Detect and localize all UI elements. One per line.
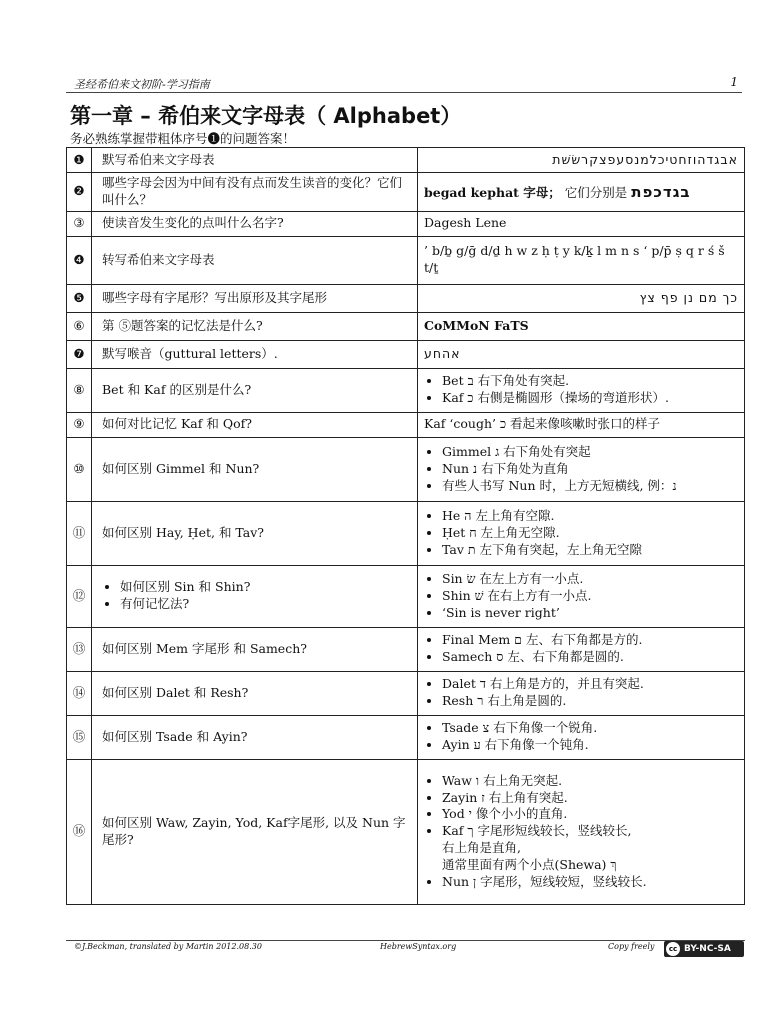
header-title: 圣经希伯来文初阶-学习指南 bbox=[74, 78, 210, 91]
list-item: • Shin שׁ 在右上方有一小点. bbox=[442, 588, 738, 605]
list-item: • Kaf ך 字尾形短线较长，竖线较长, bbox=[442, 823, 738, 840]
list-item: • Zayin ז 右上角有突起. bbox=[442, 790, 738, 807]
continuation-line: 通常里面有两个小点(Shewa) ךְ bbox=[442, 857, 617, 873]
qa-table bbox=[66, 147, 745, 905]
answer-hebrew: בגדכפת bbox=[631, 182, 691, 201]
table-row bbox=[67, 671, 745, 715]
list-item: • 有些人书写 Nun 时，上方无短横线, 例：נ bbox=[442, 478, 738, 495]
table-row bbox=[67, 236, 745, 284]
row-number: ⑭ bbox=[67, 671, 92, 715]
answer bbox=[418, 368, 745, 412]
table-row bbox=[67, 340, 745, 368]
answer-line: t/ṯ bbox=[424, 260, 439, 276]
cc-license-badge bbox=[664, 941, 744, 957]
footer-rule bbox=[66, 940, 745, 941]
row-number: ⑪ bbox=[67, 501, 92, 565]
answer-line: ’ b/ḇ g/ḡ d/ḏ h w z ḥ ṭ y k/ḵ l m n s ‘ p/p̄ ṣ q r ś š bbox=[424, 243, 725, 259]
row-number: ❷ bbox=[67, 173, 92, 212]
footer-copyright: ©J.Beckman, translated by Martin 2012.08.30 bbox=[74, 942, 262, 951]
table-row bbox=[67, 148, 745, 173]
list-item: • Bet ב 右下角处有突起. bbox=[442, 373, 738, 390]
answer bbox=[418, 565, 745, 627]
question: 如何区别 Tsade 和 Ayin? bbox=[92, 715, 418, 759]
list-item: • Final Mem ם 左、右下角都是方的. bbox=[442, 632, 738, 649]
list-item: • Resh ר 右上角是圆的. bbox=[442, 693, 738, 710]
list-item: • 有何记忆法? bbox=[120, 596, 411, 613]
answer bbox=[418, 627, 745, 671]
list-item: • Ḥet ח 左上角无空隙. bbox=[442, 525, 738, 542]
answer bbox=[418, 437, 745, 501]
question: 如何区别 Hay, Ḥet, 和 Tav? bbox=[92, 501, 418, 565]
answer bbox=[418, 715, 745, 759]
question: 如何区别 Waw, Zayin, Yod, Kaf字尾形, 以及 Nun 字尾形? bbox=[92, 759, 418, 904]
table-row bbox=[67, 368, 745, 412]
table-row bbox=[67, 211, 745, 236]
answer-text: 它们分别是 bbox=[564, 184, 628, 200]
answer bbox=[418, 236, 745, 284]
answer: כך מם נן פף צץ bbox=[418, 284, 745, 312]
row-number: ❶ bbox=[67, 148, 92, 173]
list-item: • Tav ת 左下角有突起，左上角无空隙 bbox=[442, 542, 738, 559]
row-number: ⑮ bbox=[67, 715, 92, 759]
question: 默写希伯来文字母表 bbox=[92, 148, 418, 173]
list-item: • Dalet ד 右上角是方的，并且有突起. bbox=[442, 676, 738, 693]
row-number: ⑧ bbox=[67, 368, 92, 412]
row-number: ⑥ bbox=[67, 312, 92, 340]
answer: Dagesh Lene bbox=[418, 211, 745, 236]
table-row bbox=[67, 412, 745, 437]
list-item: • Ayin ע 右下角像一个钝角. bbox=[442, 737, 738, 754]
list-item: • Samech ס 左、右下角都是圆的. bbox=[442, 649, 738, 666]
row-number: ⑩ bbox=[67, 437, 92, 501]
table-row bbox=[67, 437, 745, 501]
row-number: ⑯ bbox=[67, 759, 92, 904]
cc-icon: cc bbox=[666, 942, 680, 956]
row-number: ❼ bbox=[67, 340, 92, 368]
question: 如何区别 Dalet 和 Resh? bbox=[92, 671, 418, 715]
question bbox=[92, 565, 418, 627]
list-item: • He ה 左上角有空隙. bbox=[442, 508, 738, 525]
row-number: ❺ bbox=[67, 284, 92, 312]
answer: CoMMoN FaTS bbox=[418, 312, 745, 340]
table-row bbox=[67, 715, 745, 759]
question: 如何区别 Mem 字尾形 和 Samech? bbox=[92, 627, 418, 671]
answer bbox=[418, 501, 745, 565]
chapter-title: 第一章 – 希伯来文字母表（ Alphabet） bbox=[70, 104, 462, 128]
question: 第 ⑤题答案的记忆法是什么? bbox=[92, 312, 418, 340]
answer: Kaf ‘cough’ כ 看起来像咳嗽时张口的样子 bbox=[418, 412, 745, 437]
answer: אבגדהוזחטיכלמנסעפצקרשׂשׁת bbox=[418, 148, 745, 173]
table-row bbox=[67, 284, 745, 312]
list-item: • Sin שׂ 在左上方有一小点. bbox=[442, 571, 738, 588]
table-row bbox=[67, 312, 745, 340]
continuation-line: 右上角是直角, bbox=[442, 840, 521, 856]
row-number: ❹ bbox=[67, 236, 92, 284]
list-item: • Yod י 像个小小的直角. bbox=[442, 806, 738, 823]
list-item: • Nun ן 字尾形，短线较短，竖线较长. bbox=[442, 874, 738, 891]
footer-site: HebrewSyntax.org bbox=[380, 942, 457, 951]
question: 使读音发生变化的点叫什么名字? bbox=[92, 211, 418, 236]
answer: אהחע bbox=[418, 340, 745, 368]
list-item: • Waw ו 右上角无突起. bbox=[442, 773, 738, 790]
page-header bbox=[66, 74, 742, 93]
list-item: • Kaf כ 右侧是椭圆形（操场的弯道形状）. bbox=[442, 390, 738, 407]
answer bbox=[418, 671, 745, 715]
list-item: • 如何区别 Sin 和 Shin? bbox=[120, 579, 411, 596]
chapter-subtitle: 务必熟练掌握带粗体序号❶的问题答案！ bbox=[70, 131, 296, 146]
row-number: ⑫ bbox=[67, 565, 92, 627]
question: 转写希伯来文字母表 bbox=[92, 236, 418, 284]
question: 如何对比记忆 Kaf 和 Qof? bbox=[92, 412, 418, 437]
row-number: ③ bbox=[67, 211, 92, 236]
license-label: BY-NC-SA bbox=[684, 944, 731, 954]
question: 哪些字母有字尾形？写出原形及其字尾形 bbox=[92, 284, 418, 312]
answer-bold: begad kephat 字母； bbox=[424, 184, 561, 200]
table-row bbox=[67, 565, 745, 627]
table-row bbox=[67, 627, 745, 671]
table-row bbox=[67, 759, 745, 904]
footer-copy-note: Copy freely bbox=[608, 942, 655, 951]
question: 如何区别 Gimmel 和 Nun? bbox=[92, 437, 418, 501]
list-item: • Gimmel ג 右下角处有突起 bbox=[442, 444, 738, 461]
question: Bet 和 Kaf 的区别是什么? bbox=[92, 368, 418, 412]
page-number: 1 bbox=[730, 75, 738, 89]
list-item: • ‘Sin is never right’ bbox=[442, 605, 738, 622]
list-item: • Tsade צ 右下角像一个锐角. bbox=[442, 720, 738, 737]
row-number: ⑬ bbox=[67, 627, 92, 671]
table-row bbox=[67, 501, 745, 565]
question: 哪些字母会因为中间有没有点而发生读音的变化？它们叫什么？ bbox=[92, 173, 418, 212]
list-item: • Nun נ 右下角处为直角 bbox=[442, 461, 738, 478]
table-row bbox=[67, 173, 745, 212]
answer bbox=[418, 173, 745, 212]
answer bbox=[418, 759, 745, 904]
question: 默写喉音（guttural letters）. bbox=[92, 340, 418, 368]
row-number: ⑨ bbox=[67, 412, 92, 437]
